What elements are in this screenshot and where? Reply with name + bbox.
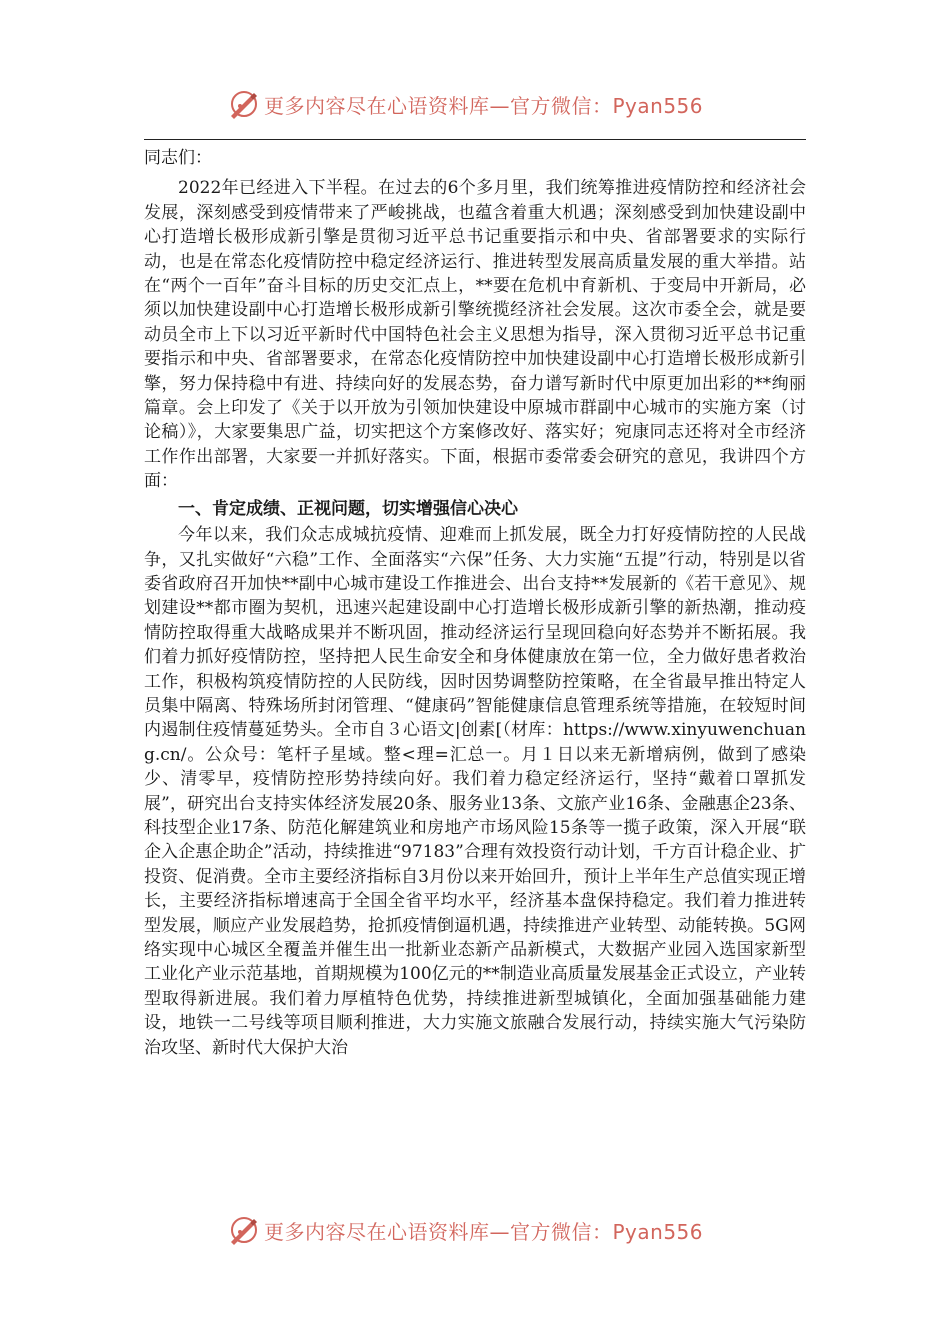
salutation: 同志们： — [144, 148, 212, 168]
body-paragraph: 今年以来，我们众志成城抗疫情、迎难而上抓发展，既全力打好疫情防控的人民战争，又扎实做好“六稳”工作、全面落实“六保”任务、大力实施“五提”行动，特别是以省委省政府召开加快**副中心城市建设工作推进会、出台支持**发展新的《若干意见》、规划建设**都市圈为契机，迅速兴起建设副中心打造增长极形成新引擎的新热潮，推动疫情防控取得重大战略成果并不断巩固，推动经济运行呈现回稳向好态势并不断拓展。我们着力抓好疫情防控，坚持把人民生命安全和身体健康放在第一位，全力做好患者救治工作，积极构筑疫情防控的人民防线，因时因势调整防控策略，在全省最早推出特定人员集中隔离、特殊场所封闭管理、“健康码”智能健康信息管理系统等措施，在较短时间内遏制住疫情蔓延势头。全市自３心语文|创素[（材库：https://www.xinyuwenchuang.cn/。公众号：笔杆子星域。整<理=汇总一。月１日以来无新增病例，做到了感染少、清零早，疫情防控形势持续向好。我们着力稳定经济运行，坚持“戴着口罩抓发展”，研究出台支持实体经济发展20条、服务业13条、文旅产业16条、金融惠企23条、科技型企业17条、防范化解建筑业和房地产市场风险15条等一揽子政策，深入开展“联企入企惠企助企”活动，持续推进“97183”合理有效投资行动计划，千方百计稳企业、扩投资、促消费。全市主要经济指标自3月份以来开始回升，预计上半年生产总值实现正增长，主要经济指标增速高于全国全省平均水平，经济基本盘保持稳定。我们着力推进转型发展，顺应产业发展趋势，抢抓疫情倒逼机遇，持续推进产业转型、动能转换。5G网络实现中心城区全覆盖并催生出一批新业态新产品新模式，大数据产业园入选国家新型工业化产业示范基地，首期规模为100亿元的**制造业高质量发展基金正式设立，产业转型取得新进展。我们着力厚植特色优势，持续推进新型城镇化，全面加强基础能力建设，地铁一二号线等项目顺利推进，大力实施文旅融合发展行动，持续实施大气污染防治攻坚、新时代大保护大治 — [144, 525, 806, 1058]
intro-paragraph: 2022年已经进入下半程。在过去的6个多月里，我们统筹推进疫情防控和经济社会发展，深刻感受到疫情带来了严峻挑战，也蕴含着重大机遇；深刻感受到加快建设副中心打造增长极形成新引擎是贯彻习近平总书记重要指示和中央、省部署要求的实际行动，也是在常态化疫情防控中稳定经济运行、推进转型发展高质量发展的重大举措。站在“两个一百年”奋斗目标的历史交汇点上，**要在危机中育新机、于变局中开新局，必须以加快建设副中心打造增长极形成新引擎统揽经济社会发展。这次市委全会，就是要动员全市上下以习近平新时代中国特色社会主义思想为指导，深入贯彻习近平总书记重要指示和中央、省部署要求，在常态化疫情防控中加快建设副中心打造增长极形成新引擎，努力保持稳中有进、持续向好的发展态势，奋力谱写新时代中原更加出彩的**绚丽篇章。会上印发了《关于以开放为引领加快建设中原城市群副中心城市的实施方案（讨论稿）》，大家要集思广益，切实把这个方案修改好、落实好；宛康同志还将对全市经济工作作出部署，大家要一并抓好落实。下面，根据市委常委会研究的意见，我讲四个方面： — [144, 178, 806, 492]
footer-watermark-text: 更多内容尽在心语资料库—官方微信：Pyan556 — [264, 1219, 704, 1244]
footer-watermark-banner — [228, 1210, 703, 1250]
document-body — [144, 146, 806, 1060]
header-divider — [144, 139, 806, 140]
section-heading: 一、肯定成绩、正视问题，切实增强信心决心 — [178, 498, 518, 519]
header-watermark-banner — [228, 84, 703, 124]
pen-circle-logo-icon — [228, 88, 260, 120]
pen-circle-logo-icon — [228, 1214, 260, 1246]
header-watermark-text: 更多内容尽在心语资料库—官方微信：Pyan556 — [264, 93, 704, 118]
